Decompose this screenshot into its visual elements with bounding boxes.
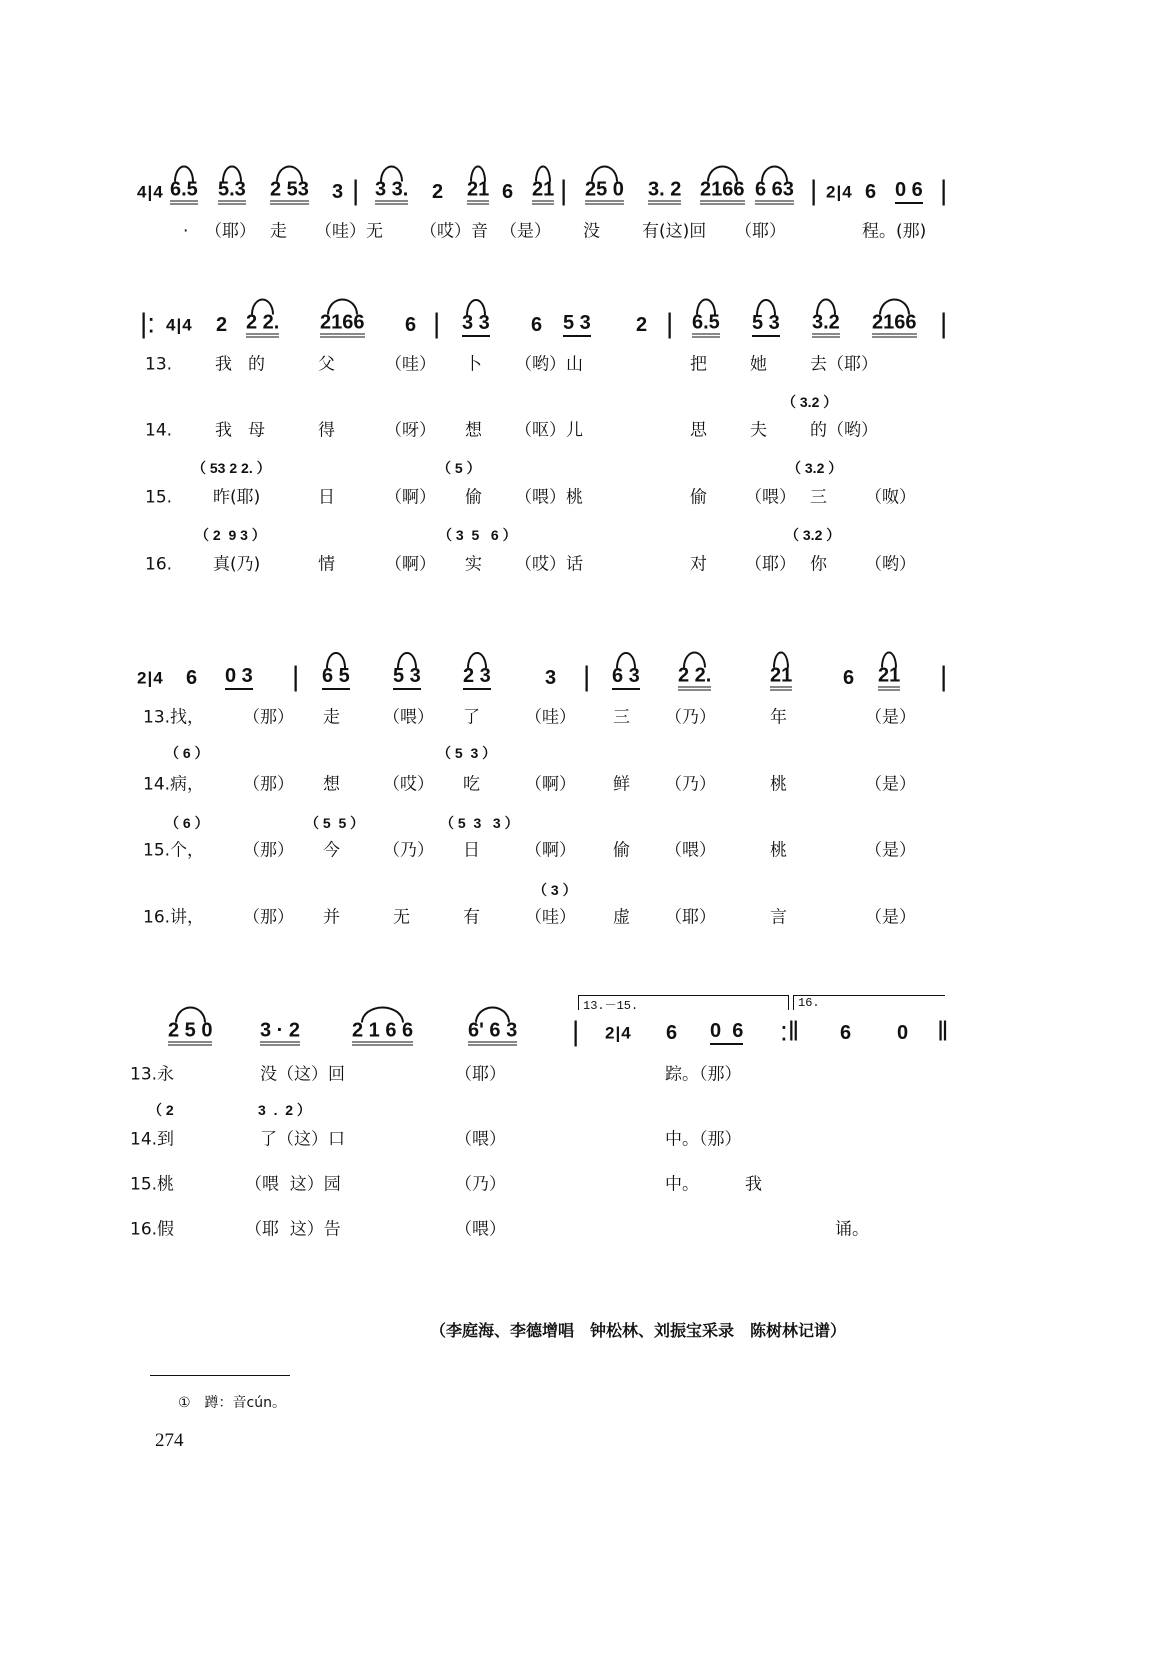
ornament-notes: （ 3 5 6 ） — [438, 527, 517, 543]
ornament-notes: （ 2 9 3 ） — [195, 527, 266, 543]
barline: | — [666, 307, 674, 339]
footnote: ① 蹲：音cún。 — [178, 1395, 286, 1411]
barline: | — [940, 660, 948, 692]
page-number: 274 — [155, 1430, 184, 1451]
lyric-syllable: 15. — [145, 487, 173, 508]
lyric-syllable: （耶） — [745, 554, 796, 575]
note-group: 2 — [216, 314, 228, 336]
ornament-notes: （ 2 — [148, 1102, 174, 1118]
lyric-syllable: （喂 这）园 — [245, 1174, 341, 1195]
lyric-syllable: 16. — [145, 554, 173, 575]
lyric-syllable: 她 — [750, 354, 767, 375]
lyric-syllable: （耶） — [735, 221, 786, 242]
lyric-syllable: 得 — [318, 420, 335, 441]
lyric-syllable: （喂） — [455, 1219, 506, 1240]
lyric-syllable: 今 — [323, 840, 340, 861]
lyric-syllable: （呶） — [865, 487, 916, 508]
lyric-syllable: （耶 这）告 — [245, 1219, 341, 1240]
lyric-syllable: （是） — [865, 774, 916, 795]
lyric-syllable: 思 — [690, 420, 707, 441]
lyric-syllable: （乃） — [383, 840, 434, 861]
lyric-syllable: 15.个， — [143, 840, 205, 861]
lyric-syllable: 三 — [613, 707, 630, 728]
lyric-syllable: （那） — [243, 840, 294, 861]
lyric-syllable: 真(乃) — [213, 554, 261, 575]
ornament-notes: （ 3 ） — [533, 882, 577, 898]
footnote-divider — [150, 1375, 290, 1376]
note-group: 5 3 — [563, 313, 591, 337]
note-group: 2 3 — [463, 666, 491, 690]
barline: | — [572, 1015, 580, 1047]
lyric-syllable: 母 — [248, 420, 265, 441]
lyric-syllable: （那） — [243, 774, 294, 795]
note-group: 2166 — [320, 313, 365, 338]
lyric-syllable: （哇） — [385, 354, 436, 375]
lyric-syllable: 偷 — [690, 487, 707, 508]
note-group: 5.3 — [218, 180, 246, 205]
ornament-notes: 3 . 2 ） — [258, 1102, 311, 1118]
lyric-syllable: 鲜 — [613, 774, 630, 795]
lyric-syllable: 14. — [145, 420, 173, 441]
lyric-syllable: 虚 — [613, 907, 630, 928]
note-group: 6 63 — [755, 180, 794, 205]
lyric-syllable: 偷 — [465, 487, 482, 508]
lyric-syllable: 年 — [770, 707, 787, 728]
lyric-syllable: 中。（那） — [665, 1129, 742, 1150]
lyric-syllable: （哎） — [383, 774, 434, 795]
lyric-syllable: 言 — [770, 907, 787, 928]
barline: | — [560, 174, 568, 206]
lyric-syllable: 13. — [145, 354, 173, 375]
lyric-syllable: （喂） — [665, 840, 716, 861]
lyric-syllable: （乃） — [665, 774, 716, 795]
lyric-syllable: 中。 — [665, 1174, 699, 1195]
lyric-syllable: 昨(耶) — [213, 487, 261, 508]
note-group: 21 — [878, 666, 900, 691]
lyric-syllable: （那） — [243, 907, 294, 928]
note-group: 5 3 — [752, 313, 780, 337]
lyric-syllable: 父 — [318, 354, 335, 375]
barline: | — [583, 660, 591, 692]
lyric-syllable: 诵。 — [835, 1219, 869, 1240]
lyric-syllable: 桃 — [770, 840, 787, 861]
lyric-syllable: 桃 — [770, 774, 787, 795]
lyric-syllable: 15.桃 — [130, 1174, 175, 1195]
note-group: 6 3 — [612, 666, 640, 690]
note-group: 6 5 — [322, 666, 350, 690]
lyric-syllable: 有 — [463, 907, 480, 928]
lyric-syllable: 卜 — [465, 354, 482, 375]
note-group: 3.2 — [812, 313, 840, 338]
lyric-syllable: 走 — [323, 707, 340, 728]
note-group: 21 — [467, 180, 489, 205]
lyric-syllable: 16.假 — [130, 1219, 175, 1240]
lyric-syllable: 情 — [318, 554, 335, 575]
note-group: 3 · 2 — [260, 1021, 300, 1046]
lyric-syllable: 把 — [690, 354, 707, 375]
note-group: 2 5 0 — [168, 1021, 212, 1046]
lyric-syllable: 13.永 — [130, 1064, 175, 1085]
ornament-notes: （ 5 5 ） — [305, 815, 365, 831]
lyric-syllable: （呕）儿 — [515, 420, 583, 441]
lyric-syllable: 14.病， — [143, 774, 205, 795]
lyric-syllable: 无 — [393, 907, 410, 928]
lyric-syllable: 走 — [270, 221, 287, 242]
barline: | — [940, 307, 948, 339]
note-group: 2 2. — [678, 666, 711, 691]
note-group: 5 3 — [393, 666, 421, 690]
lyric-syllable: 想 — [323, 774, 340, 795]
lyric-syllable: （哟） — [865, 554, 916, 575]
lyric-syllable: 我 — [215, 420, 232, 441]
ornament-notes: （ 3.2 ） — [785, 527, 841, 543]
barline: | — [433, 307, 441, 339]
lyric-syllable: 去（耶） — [810, 354, 878, 375]
note-group: 6 — [843, 667, 855, 689]
lyric-syllable: （哎）音 — [420, 221, 488, 242]
barline: :‖ — [780, 1015, 800, 1047]
note-group: 25 0 — [585, 180, 624, 205]
lyric-syllable: 并 — [323, 907, 340, 928]
lyric-syllable: （是） — [865, 840, 916, 861]
note-group: 0 6 — [895, 180, 923, 204]
lyric-syllable: （啊） — [385, 554, 436, 575]
note-group: 2 53 — [270, 180, 309, 205]
lyric-syllable: 程。(那) — [862, 221, 927, 242]
lyric-syllable: 有(这)回 — [642, 221, 707, 242]
note-group: 3 3 — [462, 313, 490, 337]
lyric-syllable: 13.找， — [143, 707, 205, 728]
lyric-syllable: （哎）话 — [515, 554, 583, 575]
note-group: 6 — [865, 181, 877, 203]
lyric-syllable: （啊） — [525, 840, 576, 861]
lyric-syllable: （喂） — [745, 487, 796, 508]
note-group: 0 — [897, 1022, 909, 1044]
time-signature: 2|4 — [137, 668, 164, 688]
lyric-syllable: 三 — [810, 487, 827, 508]
lyric-syllable: （喂）桃 — [515, 487, 583, 508]
lyric-syllable: 偷 — [613, 840, 630, 861]
note-group: 2 2. — [246, 313, 279, 338]
ornament-notes: （ 53 2 2. ） — [192, 460, 271, 476]
lyric-syllable: 想 — [465, 420, 482, 441]
lyric-syllable: 了 — [463, 707, 480, 728]
note-group: 3 3. — [375, 180, 408, 205]
barline: ‖ — [937, 1015, 949, 1047]
note-group: 6 — [531, 314, 543, 336]
lyric-syllable: 吃 — [463, 774, 480, 795]
barline: |: — [140, 307, 156, 339]
volta-bracket: 13.－15. — [578, 995, 789, 1010]
note-group: 2166 — [700, 180, 745, 205]
lyric-syllable: 对 — [690, 554, 707, 575]
note-group: 3 — [332, 181, 344, 203]
lyric-syllable: （喂） — [383, 707, 434, 728]
lyric-syllable: 16.讲， — [143, 907, 205, 928]
ornament-notes: （ 5 3 3 ） — [440, 815, 519, 831]
lyric-syllable: （是） — [865, 707, 916, 728]
lyric-syllable: （是） — [500, 221, 551, 242]
lyric-syllable: 日 — [318, 487, 335, 508]
ornament-notes: （ 6 ） — [165, 745, 209, 761]
barline: | — [292, 660, 300, 692]
lyric-syllable: （喂） — [455, 1129, 506, 1150]
lyric-syllable: （呀） — [385, 420, 436, 441]
lyric-syllable: 没（这）回 — [260, 1064, 345, 1085]
lyric-syllable: 你 — [810, 554, 827, 575]
note-group: 6 — [502, 181, 514, 203]
note-group: 21 — [770, 666, 792, 691]
lyric-syllable: （乃） — [665, 707, 716, 728]
note-group: 3. 2 — [648, 180, 681, 205]
lyric-syllable: （啊） — [385, 487, 436, 508]
volta-bracket: 16. — [793, 995, 945, 1010]
note-group: 2 — [432, 181, 444, 203]
lyric-syllable: （是） — [865, 907, 916, 928]
time-signature: 2|4 — [826, 182, 853, 202]
note-group: 6.5 — [692, 313, 720, 338]
ornament-notes: （ 3.2 ） — [782, 394, 838, 410]
note-group: 0 6 — [710, 1021, 743, 1045]
note-group: 21 — [532, 180, 554, 205]
lyric-syllable: 踪。（那） — [665, 1064, 742, 1085]
note-group: 6 — [666, 1022, 678, 1044]
lyric-syllable: 我 — [745, 1174, 762, 1195]
lyric-syllable: 了（这）口 — [260, 1129, 345, 1150]
lyric-syllable: （哇）无 — [315, 221, 383, 242]
lyric-syllable: 没 — [583, 221, 600, 242]
lyric-syllable: 实 — [465, 554, 482, 575]
note-group: 6 — [186, 667, 198, 689]
lyric-syllable: 14.到 — [130, 1129, 175, 1150]
lyric-syllable: （哟）山 — [515, 354, 583, 375]
note-group: 0 3 — [225, 666, 253, 690]
barline: | — [810, 174, 818, 206]
note-group: 2 1 6 6 — [352, 1021, 413, 1046]
lyric-syllable: · — [183, 221, 189, 242]
ornament-notes: （ 6 ） — [165, 815, 209, 831]
ornament-notes: （ 3.2 ） — [787, 460, 843, 476]
lyric-syllable: （哇） — [525, 707, 576, 728]
ornament-notes: （ 5 ） — [437, 460, 481, 476]
note-group: 2166 — [872, 313, 917, 338]
note-group: 6 — [840, 1022, 852, 1044]
lyric-syllable: （乃） — [455, 1174, 506, 1195]
barline: | — [352, 174, 360, 206]
barline: | — [940, 174, 948, 206]
note-group: 3 — [545, 667, 557, 689]
lyric-syllable: （耶） — [455, 1064, 506, 1085]
credits-line: （李庭海、李德增唱 钟松林、刘振宝采录 陈树林记谱） — [430, 1321, 847, 1340]
note-group: 2 — [636, 314, 648, 336]
note-group: 6' 6 3 — [468, 1021, 517, 1046]
note-group: 6.5 — [170, 180, 198, 205]
note-group: 6 — [405, 314, 417, 336]
lyric-syllable: （耶） — [205, 221, 256, 242]
time-signature: 4|4 — [137, 182, 164, 202]
time-signature: 4|4 — [166, 315, 193, 335]
lyric-syllable: （耶） — [665, 907, 716, 928]
lyric-syllable: 夫 — [750, 420, 767, 441]
ornament-notes: （ 5 3 ） — [437, 745, 497, 761]
lyric-syllable: （哇） — [525, 907, 576, 928]
lyric-syllable: 我 — [215, 354, 232, 375]
lyric-syllable: （啊） — [525, 774, 576, 795]
lyric-syllable: 日 — [463, 840, 480, 861]
lyric-syllable: 的 — [248, 354, 265, 375]
time-signature: 2|4 — [605, 1023, 632, 1043]
lyric-syllable: （那） — [243, 707, 294, 728]
lyric-syllable: 的（哟） — [810, 420, 878, 441]
